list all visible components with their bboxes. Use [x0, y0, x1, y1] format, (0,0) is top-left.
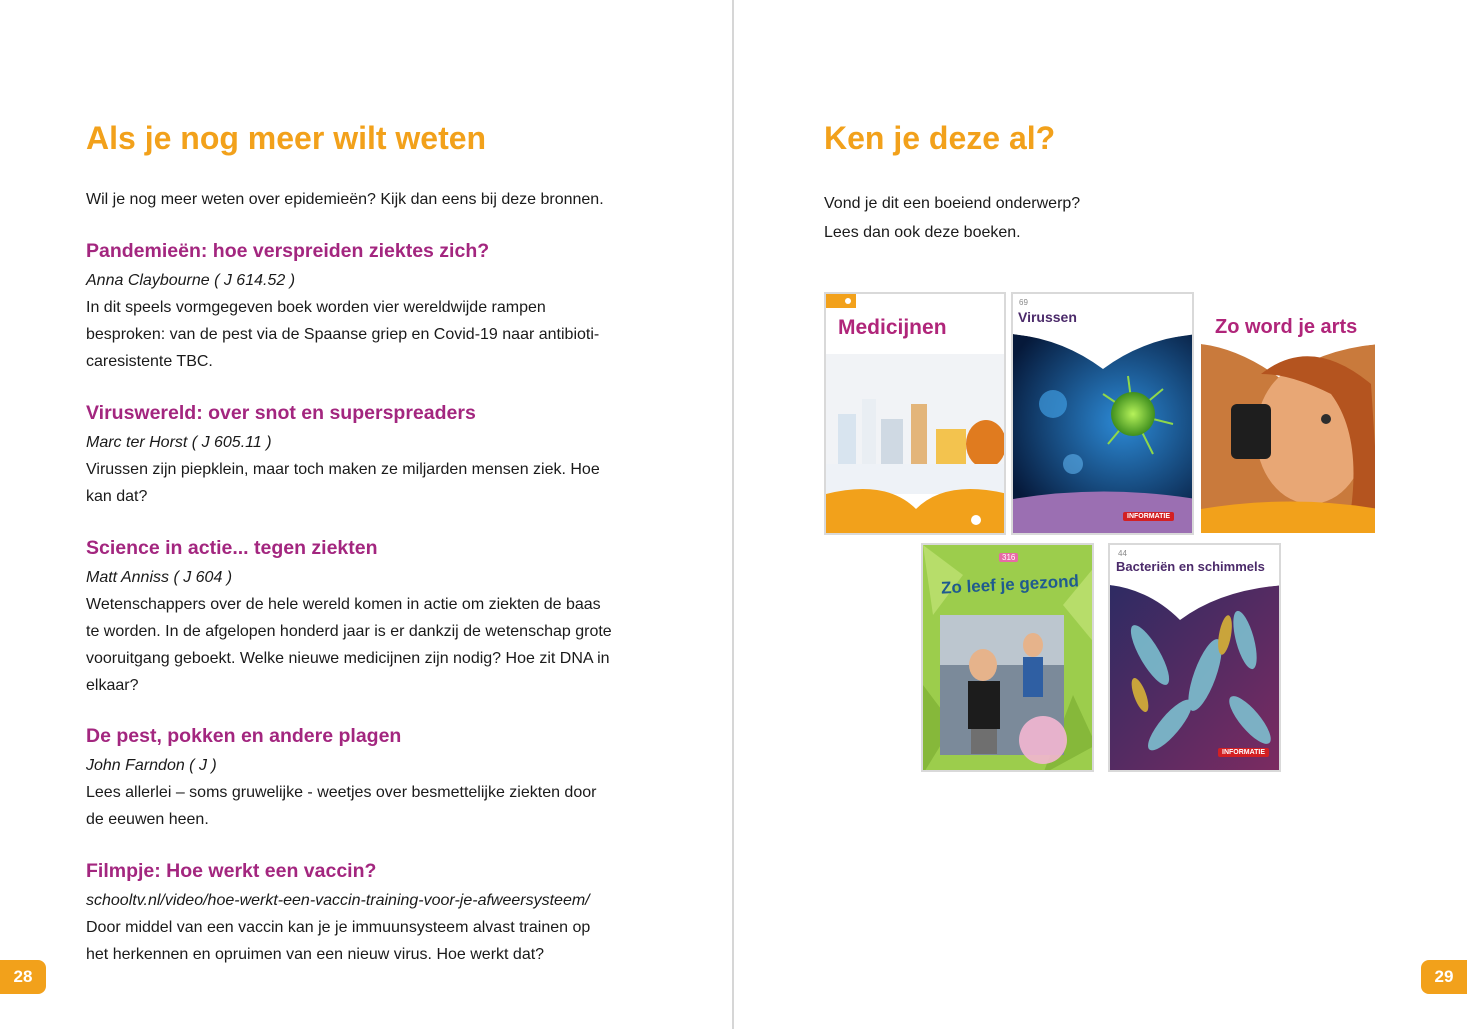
page-title-right: Ken je deze al?	[824, 120, 1056, 156]
page-number-right: 29	[1421, 960, 1467, 994]
right-page	[734, 0, 1467, 1029]
source-title: Pandemieën: hoe verspreiden ziektes zich?	[86, 240, 490, 262]
source-author: John Farndon ( J )	[86, 757, 217, 774]
source-item	[86, 400, 616, 510]
series-badge: INFORMATIE	[1218, 748, 1269, 757]
source-description: Door middel van een vaccin kan je je immuunsysteem alvast trainen op het herkennen en opruimen van een nieuw virus. Hoe werkt dat?	[86, 919, 591, 963]
source-link[interactable]: schooltv.nl/video/hoe-werkt-een-vaccin-training-voor-je-afweersysteem/	[86, 892, 590, 909]
source-author: Anna Claybourne ( J 614.52 )	[86, 272, 296, 289]
source-title: Science in actie... tegen ziekten	[86, 537, 378, 559]
source-description: In dit speels vormgegeven boek worden vier wereldwijde rampen besproken: van de pest via de Spaanse griep en Covid-19 naar antibioti-caresistente TBC.	[86, 299, 600, 370]
page-title: Als je nog meer wilt weten	[86, 120, 487, 156]
book-cover-virussen[interactable]	[1011, 292, 1194, 535]
source-item	[86, 238, 616, 375]
source-title: Viruswereld: over snot en superspreaders	[86, 402, 476, 424]
page-number-left: 28	[0, 960, 46, 994]
intro-text: Wil je nog meer weten over epidemieën? Kijk dan eens bij deze bronnen.	[86, 191, 604, 208]
intro-line-1: Vond je dit een boeiend onderwerp?	[824, 195, 1081, 212]
book-number: 44	[1118, 549, 1127, 558]
source-title: De pest, pokken en andere plagen	[86, 725, 402, 747]
source-description: Wetenschappers over de hele wereld komen in actie om ziekten de baas te worden. In de afgelopen honderd jaar is er dankzij de wetenschap grote vooruitgang geboekt. Welke nieuwe medicijnen zijn nodig? Hoe zit DNA in elkaar?	[86, 596, 612, 694]
book-title: Medicijnen	[838, 316, 947, 339]
book-title: Virussen	[1018, 309, 1077, 325]
source-description: Virussen zijn piepklein, maar toch maken ze miljarden mensen ziek. Hoe kan dat?	[86, 461, 600, 505]
source-item	[86, 535, 616, 699]
source-author: Matt Anniss ( J 604 )	[86, 569, 233, 586]
book-title: Zo leef je gezond	[940, 571, 1080, 598]
source-description: Lees allerlei – soms gruwelijke - weetjes over besmettelijke ziekten door de eeuwen heen.	[86, 784, 597, 828]
series-badge: INFORMATIE	[1123, 512, 1174, 521]
book-cover-medicijnen[interactable]	[824, 292, 1006, 535]
book-number: 69	[1019, 298, 1028, 307]
virus-illustration	[1013, 294, 1194, 535]
source-author: Marc ter Horst ( J 605.11 )	[86, 434, 272, 451]
source-title: Filmpje: Hoe werkt een vaccin?	[86, 860, 377, 882]
intro-line-2: Lees dan ook deze boeken.	[824, 224, 1021, 241]
book-cover-zo-leef-je-gezond[interactable]	[921, 543, 1094, 772]
book-number: 316	[999, 553, 1018, 562]
source-item	[86, 723, 616, 833]
book-cover-zo-word-je-arts[interactable]	[1199, 292, 1377, 535]
book-title: Zo word je arts	[1215, 316, 1358, 338]
book-cover-bacterien-en-schimmels[interactable]	[1108, 543, 1281, 772]
book-title: Bacteriën en schimmels	[1116, 559, 1265, 574]
left-page	[0, 0, 732, 1029]
bacteria-illustration	[1110, 545, 1281, 772]
source-item	[86, 858, 616, 968]
